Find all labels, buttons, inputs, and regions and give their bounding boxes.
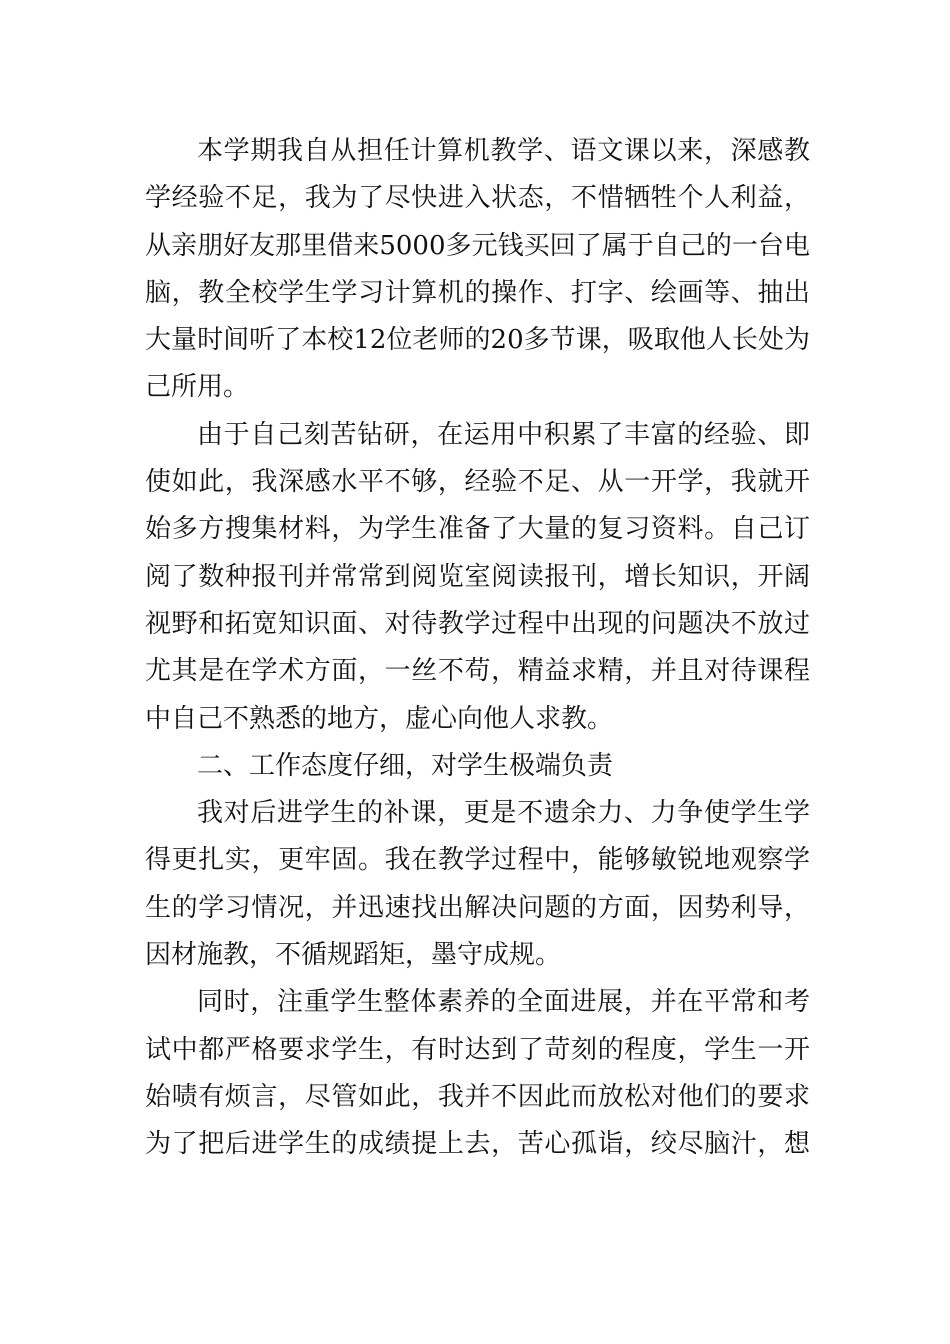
text-line: 尤其是在学术方面，一丝不苟，精益求精，并且对待课程 <box>145 656 810 687</box>
text-line: 中自己不熟悉的地方，虚心向他人求教。 <box>145 703 614 734</box>
text-line: 为了把后进学生的成绩提上去，苦心孤诣，绞尽脑汁，想 <box>145 1129 810 1160</box>
text-line: 得更扎实，更牢固。我在教学过程中，能够敏锐地观察学 <box>145 845 810 876</box>
text-line: 己所用。 <box>145 372 250 403</box>
text-line: 试中都严格要求学生，有时达到了苛刻的程度，学生一开 <box>145 1034 810 1065</box>
document-body <box>145 128 810 1169</box>
text-line: 生的学习情况，并迅速找出解决问题的方面，因势利导， <box>145 892 810 923</box>
text-line: 从亲朋好友那里借来5000多元钱买回了属于自己的一台电 <box>145 230 810 261</box>
text-line: 大量时间听了本校12位老师的20多节课，吸取他人长处为 <box>145 325 810 356</box>
text-line: 始多方搜集材料，为学生准备了大量的复习资料。自己订 <box>145 514 810 545</box>
text-line: 我对后进学生的补课，更是不遗余力、力争使学生学 <box>197 798 810 829</box>
text-line: 始啧有烦言，尽管如此，我并不因此而放松对他们的要求 <box>145 1081 810 1112</box>
text-line: 视野和拓宽知识面、对待教学过程中出现的问题决不放过 <box>145 608 810 639</box>
text-line: 使如此，我深感水平不够，经验不足、从一开学，我就开 <box>145 467 810 498</box>
text-line: 同时，注重学生整体素养的全面进展，并在平常和考 <box>197 987 810 1018</box>
text-line: 因材施教，不循规蹈矩，墨守成规。 <box>145 940 562 971</box>
text-line: 学经验不足，我为了尽快进入状态，不惜牺牲个人利益， <box>145 183 810 214</box>
section-heading: 二、工作态度仔细，对学生极端负责 <box>197 750 614 781</box>
text-line: 阅了数种报刊并常常到阅览室阅读报刊，增长知识，开阔 <box>145 561 810 592</box>
text-line: 由于自己刻苦钻研，在运用中积累了丰富的经验、即 <box>197 419 810 450</box>
text-line: 脑，教全校学生学习计算机的操作、打字、绘画等、抽出 <box>145 277 810 308</box>
text-line: 本学期我自从担任计算机教学、语文课以来，深感教 <box>197 136 810 166</box>
